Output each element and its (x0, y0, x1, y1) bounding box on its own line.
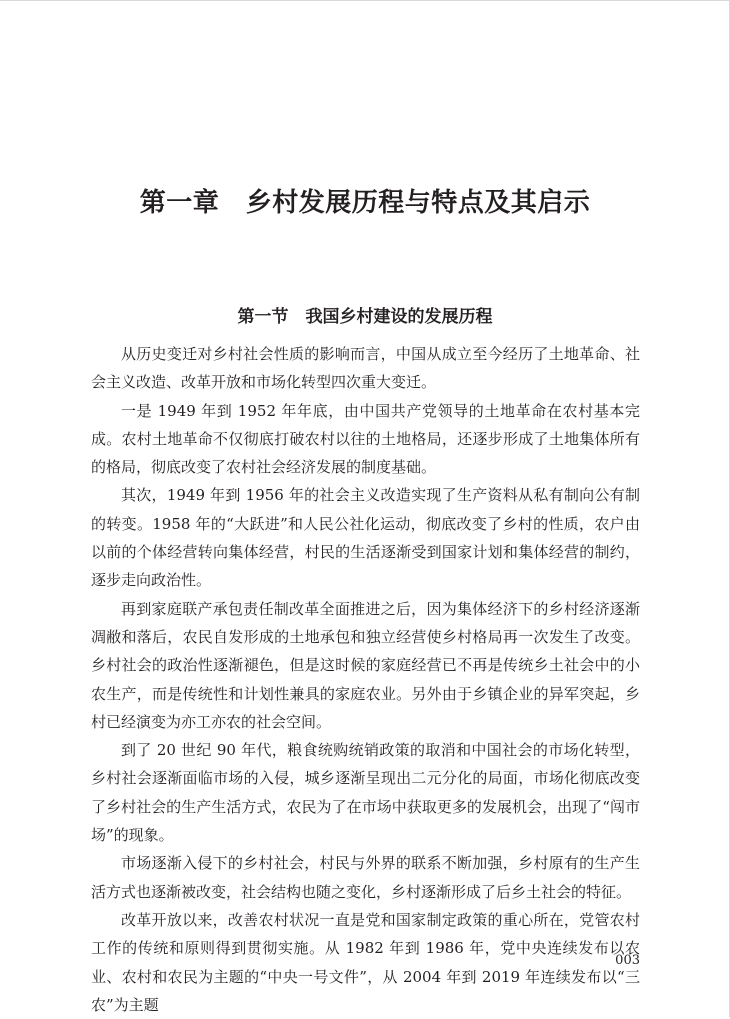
body-text (91, 340, 640, 1019)
paragraph: 市场逐渐入侵下的乡村社会，村民与外界的联系不断加强，乡村原有的生产生活方式也逐渐被改变，社会结构也随之变化，乡村逐渐形成了后乡土社会的特征。 (91, 854, 640, 901)
page-number: 003 (615, 953, 640, 968)
paragraph: 再到家庭联产承包责任制改革全面推进之后，因为集体经济下的乡村经济逐渐凋敝和落后，农民自发形成的土地承包和独立经营使乡村格局再一次发生了改变。乡村社会的政治性逐渐褪色，但是这时候的家庭经营已不再是传统乡土社会中的小农生产，而是传统性和计划性兼具的家庭农业。另外由于乡镇企业的异军突起，乡村已经演变为亦工亦农的社会空间。 (91, 599, 640, 731)
paragraph: 到了 20 世纪 90 年代，粮食统购统销政策的取消和中国社会的市场化转型，乡村社会逐渐面临市场的入侵，城乡逐渐呈现出二元分化的局面，市场化彻底改变了乡村社会的生产生活方式，农民为了在市场中获取更多的发展机会，出现了“闯市场”的现象。 (91, 741, 640, 845)
paragraph: 从历史变迁对乡村社会性质的影响而言，中国从成立至今经历了土地革命、社会主义改造、改革开放和市场化转型四次重大变迁。 (91, 345, 640, 392)
paragraph: 改革开放以来，改善农村状况一直是党和国家制定政策的重心所在，党管农村工作的传统和原则得到贯彻实施。从 1982 年到 1986 年，党中央连续发布以农业、农村和农民为主题的“中央一号文件”，从 2004 年到 2019 年连续发布以“三农”为主题 (91, 910, 640, 1014)
section-title: 第一节 我国乡村建设的发展历程 (237, 307, 493, 328)
paragraph: 其次，1949 年到 1956 年的社会主义改造实现了生产资料从私有制向公有制的转变。1958 年的“大跃进”和人民公社化运动，彻底改变了乡村的性质，农户由以前的个体经营转向集体经营，村民的生活逐渐受到国家计划和集体经营的制约，逐步走向政治性。 (91, 486, 640, 590)
paragraph: 一是 1949 年到 1952 年年底，由中国共产党领导的土地革命在农村基本完成。农村土地革命不仅彻底打破农村以往的土地格局，还逐步形成了土地集体所有的格局，彻底改变了农村社会经济发展的制度基础。 (91, 401, 640, 477)
chapter-title: 第一章 乡村发展历程与特点及其启示 (139, 188, 591, 219)
